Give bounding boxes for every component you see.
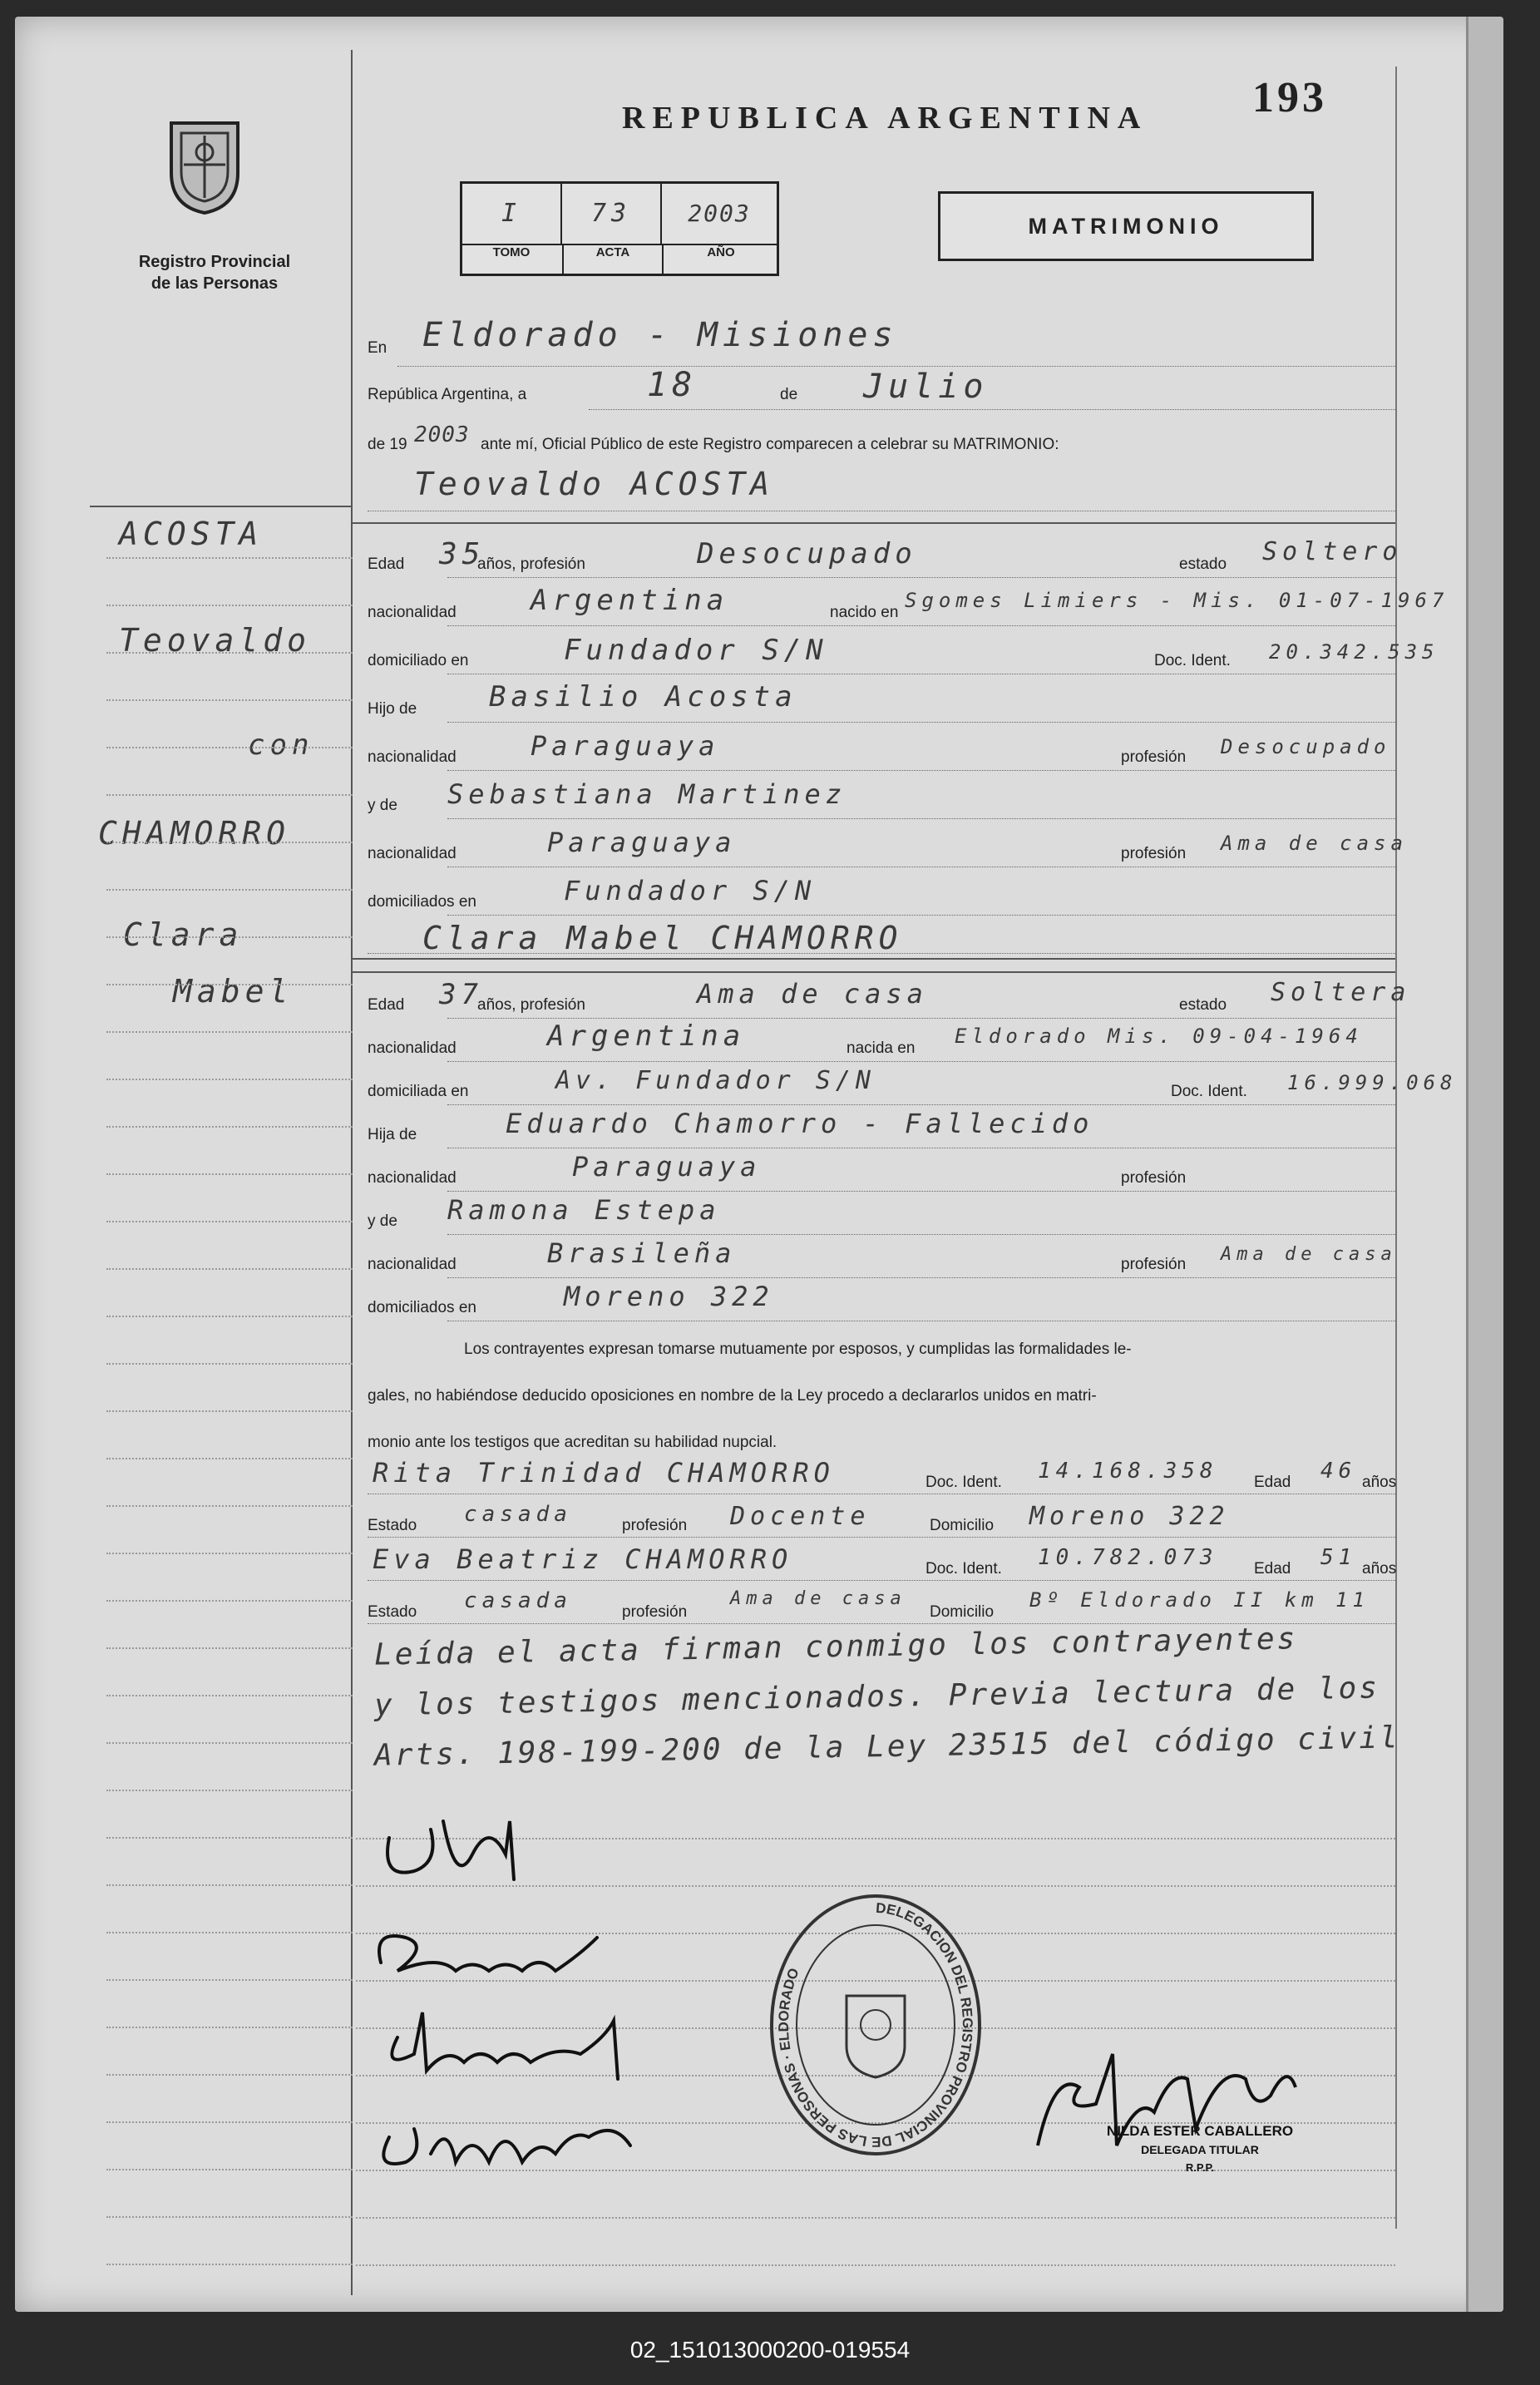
groom-mother-nationality: Paraguaya bbox=[547, 827, 737, 858]
country-title: REPUBLICA ARGENTINA bbox=[622, 101, 1148, 136]
document-page bbox=[15, 17, 1503, 2312]
margin-rule-line bbox=[106, 1647, 353, 1649]
estado-label: estado bbox=[1179, 556, 1227, 573]
margin-con: con bbox=[248, 728, 314, 762]
domiciliados-label: domiciliados en bbox=[368, 1299, 476, 1316]
margin-rule-line bbox=[106, 984, 353, 985]
domiciliados-label: domiciliados en bbox=[368, 893, 476, 911]
groom-name: Teovaldo ACOSTA bbox=[414, 466, 775, 502]
groom-father-nationality: Paraguaya bbox=[531, 730, 720, 762]
margin-rule-line bbox=[106, 2074, 353, 2076]
domiciliada-label: domiciliada en bbox=[368, 1083, 469, 1100]
bride-father-nationality: Paraguaya bbox=[572, 1151, 762, 1183]
profesion-label: profesión bbox=[1121, 1169, 1187, 1187]
margin-rule-line bbox=[106, 2121, 353, 2123]
yde-label: y de bbox=[368, 1212, 397, 1230]
witness-name: Rita Trinidad CHAMORRO bbox=[373, 1457, 835, 1489]
groom-father-profession: Desocupado bbox=[1221, 735, 1391, 758]
margin-rule-line bbox=[106, 1553, 353, 1554]
margin-rule-line bbox=[106, 1173, 353, 1175]
doc-label: Doc. Ident. bbox=[1154, 652, 1231, 669]
margin-rule-line bbox=[106, 889, 353, 891]
groom-parents-address: Fundador S/N bbox=[564, 875, 817, 906]
witness-estado-label: Estado bbox=[368, 1517, 417, 1534]
witness-domicilio-label: Domicilio bbox=[930, 1603, 995, 1621]
body-rule-line bbox=[356, 2217, 1395, 2219]
witness-civil-status: casada bbox=[464, 1588, 572, 1613]
groom-profession: Desocupado bbox=[697, 537, 917, 570]
margin-rule-line bbox=[106, 1790, 353, 1791]
margin-rule-line bbox=[106, 1126, 353, 1128]
acta-value: 73 bbox=[590, 199, 632, 228]
margin-rule-line bbox=[106, 605, 353, 606]
margin-rule-line bbox=[106, 2264, 353, 2265]
declaration-line-2: gales, no habiéndose deducido oposiciones en nombre de la Ley procedo a declararlos unidos en matri- bbox=[368, 1387, 1097, 1405]
margin-rule-line bbox=[106, 1884, 353, 1886]
margin-rule-line bbox=[106, 2027, 353, 2028]
signatures-image bbox=[364, 1805, 713, 2204]
file-caption: 02_151013000200-019554 bbox=[629, 2337, 911, 2363]
bride-profession: Ama de casa bbox=[697, 978, 928, 1010]
intro-text: ante mí, Oficial Público de este Registro comparecen a celebrar su MATRIMONIO: bbox=[481, 436, 1059, 453]
place-value: Eldorado - Misiones bbox=[422, 316, 898, 354]
estado-label: estado bbox=[1179, 996, 1227, 1014]
witness-name: Eva Beatriz CHAMORRO bbox=[373, 1543, 793, 1575]
witness-doc: 14.168.358 bbox=[1038, 1459, 1218, 1484]
margin-surname-1: ACOSTA bbox=[119, 516, 264, 552]
groom-age: 35 bbox=[439, 537, 486, 571]
groom-doc: 20.342.535 bbox=[1269, 640, 1439, 664]
margin-divider bbox=[351, 50, 353, 2295]
day-value: 18 bbox=[647, 366, 698, 404]
margin-rule-line bbox=[106, 1979, 353, 1981]
bride-father: Eduardo Chamorro - Fallecido bbox=[506, 1108, 1094, 1139]
groom-address: Fundador S/N bbox=[564, 634, 828, 667]
bride-address: Av. Fundador S/N bbox=[555, 1066, 876, 1095]
official-seal-image bbox=[763, 1888, 988, 2162]
margin-rule-line bbox=[106, 1316, 353, 1317]
witness-profession: Ama de casa bbox=[730, 1588, 906, 1609]
witness-age: 51 bbox=[1320, 1545, 1357, 1570]
doc-label: Doc. Ident. bbox=[1171, 1083, 1247, 1100]
bride-age: 37 bbox=[439, 978, 483, 1011]
witness-anos-label: años bbox=[1362, 1560, 1397, 1578]
witness-edad-label: Edad bbox=[1254, 1560, 1291, 1578]
bride-mother: Ramona Estepa bbox=[447, 1194, 721, 1226]
witness-estado-label: Estado bbox=[368, 1603, 417, 1621]
hijo-label: Hijo de bbox=[368, 700, 417, 718]
yde-label: y de bbox=[368, 797, 397, 814]
margin-rule-line bbox=[106, 1031, 353, 1033]
margin-rule-line bbox=[106, 1695, 353, 1696]
witness-edad-label: Edad bbox=[1254, 1474, 1291, 1491]
de19-label: de 19 bbox=[368, 436, 407, 453]
margin-rule-line bbox=[106, 2216, 353, 2218]
witness-profession: Docente bbox=[730, 1502, 871, 1531]
margin-given-2: Clara bbox=[123, 916, 244, 953]
margin-given-1: Teovaldo bbox=[119, 622, 312, 659]
closing-line-3: Arts. 198-199-200 de la Ley 23515 del código civil bbox=[373, 1721, 1400, 1773]
bride-mother-profession: Ama de casa bbox=[1221, 1244, 1397, 1265]
margin-surname-2: CHAMORRO bbox=[98, 815, 291, 852]
closing-line-2: y los testigos mencionados. Previa lectura de los bbox=[373, 1671, 1380, 1723]
witness-profesion-label: profesión bbox=[622, 1517, 688, 1534]
margin-rule-line bbox=[106, 699, 353, 701]
seal-text: DELEGACION DEL REGISTRO PROVINCIAL DE LAS PERSONAS · ELDORADO bbox=[775, 1899, 976, 2150]
tomo-value: I bbox=[501, 199, 522, 228]
profesion-label: profesión bbox=[1121, 1256, 1187, 1273]
witness-age: 46 bbox=[1320, 1459, 1357, 1484]
anio-label: AÑO bbox=[662, 245, 778, 274]
year-value: 2003 bbox=[414, 422, 470, 447]
anos-profesion-label: años, profesión bbox=[477, 996, 585, 1014]
de-label-1: de bbox=[780, 386, 798, 403]
record-box bbox=[460, 181, 779, 276]
bride-birth: Eldorado Mis. 09-04-1964 bbox=[955, 1025, 1363, 1048]
right-margin-line bbox=[1395, 67, 1397, 2229]
month-value: Julio bbox=[863, 368, 989, 406]
profesion-label: profesión bbox=[1121, 748, 1187, 766]
nacionalidad-label: nacionalidad bbox=[368, 748, 457, 766]
anio-value: 2003 bbox=[688, 200, 751, 227]
official-name: NILDA ESTER CABALLERO bbox=[1106, 2123, 1294, 2139]
margin-rule-line bbox=[106, 1505, 353, 1507]
witness-doc-label: Doc. Ident. bbox=[925, 1474, 1002, 1491]
closing-line-1: Leída el acta firman conmigo los contrayentes bbox=[373, 1622, 1298, 1672]
anos-profesion-label: años, profesión bbox=[477, 556, 585, 573]
witness-civil-status: casada bbox=[464, 1502, 572, 1527]
margin-rule-line bbox=[106, 1221, 353, 1222]
official-stamp bbox=[1054, 2122, 1345, 2177]
margin-rule-line bbox=[106, 1079, 353, 1080]
edad-label: Edad bbox=[368, 996, 405, 1014]
nacionalidad-label: nacionalidad bbox=[368, 1256, 457, 1273]
en-label: En bbox=[368, 339, 387, 357]
margin-rule-line bbox=[106, 557, 353, 559]
registry-line-2: de las Personas bbox=[151, 274, 279, 293]
margin-rule-line bbox=[106, 1932, 353, 1933]
margin-rule-line bbox=[106, 936, 353, 938]
groom-civil-status: Soltero bbox=[1262, 537, 1403, 566]
margin-rule-line bbox=[106, 1600, 353, 1602]
witness-profesion-label: profesión bbox=[622, 1603, 688, 1621]
groom-birth: Sgomes Limiers - Mis. 01-07-1967 bbox=[905, 589, 1449, 612]
tomo-label: TOMO bbox=[492, 245, 531, 259]
witness-address: Bº Eldorado II km 11 bbox=[1029, 1588, 1370, 1612]
margin-rule-line bbox=[106, 652, 353, 654]
nacionalidad-label: nacionalidad bbox=[368, 845, 457, 862]
margin-rule-line bbox=[106, 1363, 353, 1365]
margin-rule-line bbox=[106, 1458, 353, 1459]
body-rule-line bbox=[356, 2264, 1395, 2266]
declaration-line-3: monio ante los testigos que acreditan su habilidad nupcial. bbox=[368, 1434, 777, 1451]
registry-line-1: Registro Provincial bbox=[138, 253, 291, 271]
margin-rule bbox=[90, 506, 353, 507]
witness-address: Moreno 322 bbox=[1029, 1502, 1230, 1531]
nacionalidad-label: nacionalidad bbox=[368, 1039, 457, 1057]
svg-text:DELEGACION DEL REGISTRO PROVIN bbox=[776, 1900, 975, 2150]
groom-father: Basilio Acosta bbox=[489, 680, 797, 714]
groom-mother: Sebastiana Martinez bbox=[447, 778, 847, 810]
nacionalidad-label: nacionalidad bbox=[368, 604, 457, 621]
nacida-label: nacida en bbox=[847, 1039, 916, 1057]
bride-nationality: Argentina bbox=[547, 1020, 746, 1053]
margin-rule-line bbox=[106, 794, 353, 796]
margin-rule-line bbox=[106, 1742, 353, 1744]
page-number: 193 bbox=[1252, 74, 1327, 121]
republic-label: República Argentina, a bbox=[368, 386, 527, 403]
witness-doc-label: Doc. Ident. bbox=[925, 1560, 1002, 1578]
bride-name: Clara Mabel CHAMORRO bbox=[422, 920, 903, 956]
margin-rule-line bbox=[106, 1268, 353, 1270]
bride-parents-address: Moreno 322 bbox=[564, 1281, 774, 1312]
nacido-label: nacido en bbox=[830, 604, 899, 621]
doc-type-box: MATRIMONIO bbox=[938, 191, 1314, 261]
acta-label: ACTA bbox=[562, 245, 662, 274]
margin-rule-line bbox=[106, 842, 353, 843]
edad-label: Edad bbox=[368, 556, 405, 573]
margin-rule-line bbox=[106, 1837, 353, 1839]
registry-crest-icon bbox=[163, 115, 246, 215]
bride-doc: 16.999.068 bbox=[1287, 1071, 1458, 1094]
registry-name bbox=[115, 251, 314, 294]
official-registry: R.P.P. bbox=[1185, 2161, 1215, 2174]
bride-mother-nationality: Brasileña bbox=[547, 1237, 737, 1269]
margin-rule-line bbox=[106, 1410, 353, 1412]
domicilio-label: domiciliado en bbox=[368, 652, 469, 669]
official-title: DELEGADA TITULAR bbox=[1141, 2143, 1259, 2156]
witness-anos-label: años bbox=[1362, 1474, 1397, 1491]
margin-rule-line bbox=[106, 2169, 353, 2170]
witness-doc: 10.782.073 bbox=[1038, 1545, 1218, 1570]
profesion-label: profesión bbox=[1121, 845, 1187, 862]
book-binding bbox=[1466, 17, 1503, 2312]
nacionalidad-label: nacionalidad bbox=[368, 1169, 457, 1187]
declaration-line-1: Los contrayentes expresan tomarse mutuamente por esposos, y cumplidas las formalidades le- bbox=[464, 1341, 1132, 1358]
witness-domicilio-label: Domicilio bbox=[930, 1517, 995, 1534]
bride-civil-status: Soltera bbox=[1271, 978, 1411, 1007]
margin-given-3: Mabel bbox=[173, 973, 294, 1010]
margin-rule-line bbox=[106, 747, 353, 748]
groom-mother-profession: Ama de casa bbox=[1221, 832, 1408, 855]
groom-nationality: Argentina bbox=[531, 584, 729, 617]
hija-label: Hija de bbox=[368, 1126, 417, 1143]
